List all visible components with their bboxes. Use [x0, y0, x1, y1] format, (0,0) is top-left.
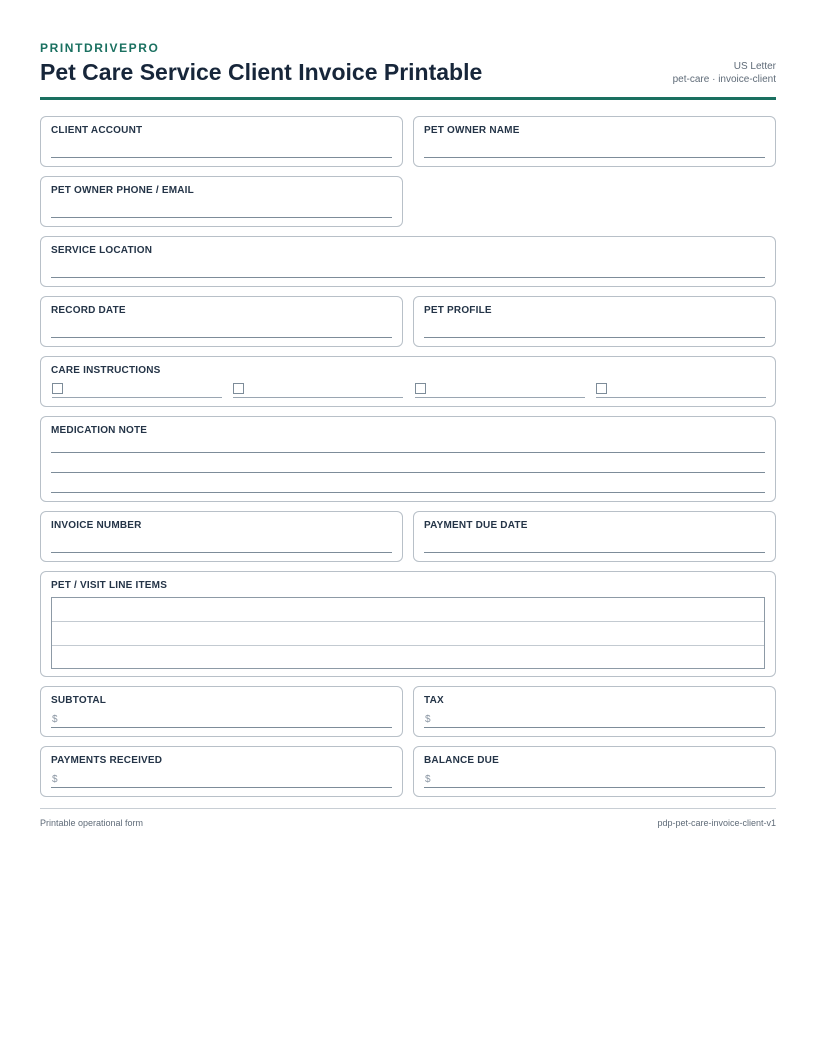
- balance-due-field[interactable]: [413, 746, 776, 797]
- pet-owner-name-line[interactable]: [424, 157, 765, 158]
- record-date-label: RECORD DATE: [51, 305, 126, 316]
- service-location-field[interactable]: [40, 236, 776, 287]
- balance-due-line[interactable]: [424, 787, 765, 788]
- payments-received-line[interactable]: [51, 787, 392, 788]
- header-divider: [40, 97, 776, 100]
- checkbox-write-line[interactable]: [52, 397, 222, 398]
- client-account-label: CLIENT ACCOUNT: [51, 125, 143, 136]
- line-items-section: [40, 571, 776, 677]
- record-date-field[interactable]: [40, 296, 403, 347]
- pet-owner-contact-line[interactable]: [51, 217, 392, 218]
- form-tags: pet-care · invoice-client: [672, 74, 776, 85]
- pet-owner-name-field[interactable]: [413, 116, 776, 167]
- pet-owner-contact-label: PET OWNER PHONE / EMAIL: [51, 185, 194, 196]
- paper-size: US Letter: [733, 61, 776, 72]
- pet-profile-field[interactable]: [413, 296, 776, 347]
- payment-due-date-field[interactable]: [413, 511, 776, 562]
- balance-due-label: BALANCE DUE: [424, 755, 499, 766]
- line-items-table: [51, 597, 765, 669]
- invoice-number-field[interactable]: [40, 511, 403, 562]
- care-instruction-option-2[interactable]: [233, 383, 403, 399]
- pet-profile-label: PET PROFILE: [424, 305, 492, 316]
- medication-note-line-3[interactable]: [51, 492, 765, 493]
- medication-note-line-2[interactable]: [51, 472, 765, 473]
- invoice-number-label: INVOICE NUMBER: [51, 520, 142, 531]
- checkbox[interactable]: [415, 383, 426, 394]
- pet-owner-name-label: PET OWNER NAME: [424, 125, 520, 136]
- payments-received-field[interactable]: [40, 746, 403, 797]
- payment-due-date-line[interactable]: [424, 552, 765, 553]
- currency-symbol: $: [425, 714, 431, 725]
- checkbox[interactable]: [52, 383, 63, 394]
- payment-due-date-label: PAYMENT DUE DATE: [424, 520, 528, 531]
- client-account-line[interactable]: [51, 157, 392, 158]
- currency-symbol: $: [425, 774, 431, 785]
- record-date-line[interactable]: [51, 337, 392, 338]
- footer-left-text: Printable operational form: [40, 818, 144, 828]
- care-instructions-label: CARE INSTRUCTIONS: [51, 365, 161, 376]
- pet-owner-contact-field[interactable]: [40, 176, 403, 227]
- checkbox-write-line[interactable]: [233, 397, 403, 398]
- tax-line[interactable]: [424, 727, 765, 728]
- subtotal-line[interactable]: [51, 727, 392, 728]
- brand-name: PRINTDRIVEPRO: [40, 41, 160, 55]
- care-instruction-option-4[interactable]: [596, 383, 766, 399]
- care-instruction-option-3[interactable]: [415, 383, 585, 399]
- subtotal-label: SUBTOTAL: [51, 695, 107, 706]
- invoice-number-line[interactable]: [51, 552, 392, 553]
- checkbox-write-line[interactable]: [415, 397, 585, 398]
- footer-divider: [40, 808, 776, 809]
- medication-note-line-1[interactable]: [51, 452, 765, 453]
- care-instructions-field: [40, 356, 776, 407]
- pet-profile-line[interactable]: [424, 337, 765, 338]
- subtotal-field[interactable]: [40, 686, 403, 737]
- line-items-label: PET / VISIT LINE ITEMS: [51, 580, 168, 591]
- table-row-divider: [52, 645, 764, 646]
- service-location-label: SERVICE LOCATION: [51, 245, 153, 256]
- medication-note-field[interactable]: [40, 416, 776, 502]
- table-row-divider: [52, 621, 764, 622]
- checkbox[interactable]: [233, 383, 244, 394]
- payments-received-label: PAYMENTS RECEIVED: [51, 755, 163, 766]
- medication-note-label: MEDICATION NOTE: [51, 425, 148, 436]
- page-title: Pet Care Service Client Invoice Printable: [40, 59, 483, 85]
- client-account-field[interactable]: [40, 116, 403, 167]
- checkbox[interactable]: [596, 383, 607, 394]
- checkbox-write-line[interactable]: [596, 397, 766, 398]
- care-instruction-option-1[interactable]: [52, 383, 222, 399]
- footer-form-id: pdp-pet-care-invoice-client-v1: [657, 818, 776, 828]
- page-meta: [673, 60, 776, 86]
- tax-label: TAX: [424, 695, 444, 706]
- currency-symbol: $: [52, 774, 58, 785]
- tax-field[interactable]: [413, 686, 776, 737]
- service-location-line[interactable]: [51, 277, 765, 278]
- currency-symbol: $: [52, 714, 58, 725]
